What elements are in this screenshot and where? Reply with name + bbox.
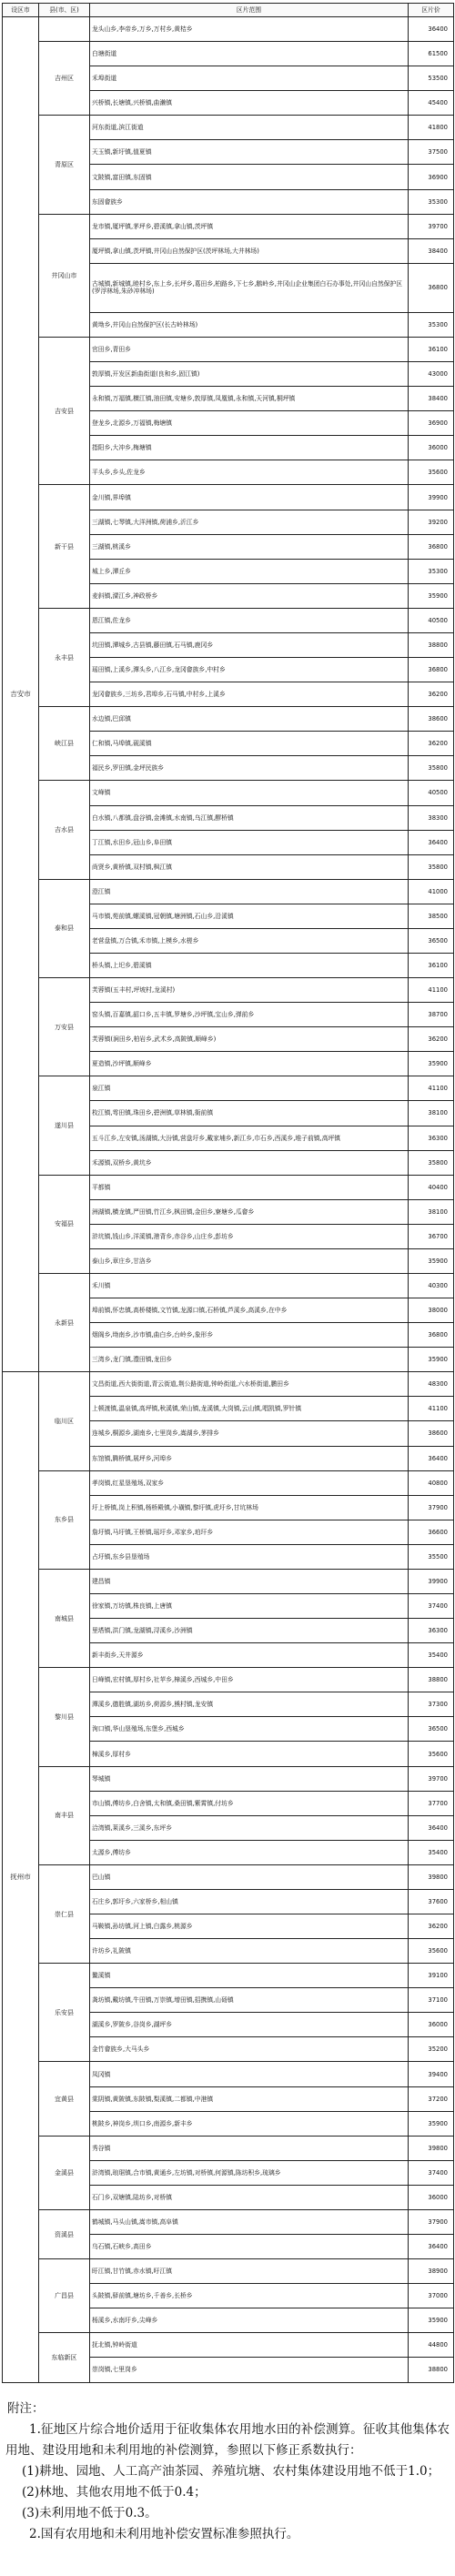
- price-cell: 37900: [409, 1495, 454, 1520]
- price-cell: 36400: [409, 1446, 454, 1470]
- table-row: [3, 1964, 454, 1988]
- county-cell: 金溪县: [39, 2136, 90, 2209]
- range-cell: 芙蓉镇(涧田乡,柏岩乡,武术乡,高陂镇,顺峰乡): [90, 1027, 409, 1052]
- note-item-1c: (3)未利用地不低于0.3。: [22, 2506, 157, 2520]
- county-cell: 吉州区: [39, 42, 90, 116]
- price-cell: 38700: [409, 1003, 454, 1027]
- range-cell: 恩江镇,佐龙乡: [90, 608, 409, 632]
- city-cell: 吉安市: [3, 17, 39, 1372]
- range-cell: 秀谷镇: [90, 2136, 409, 2160]
- range-cell: 芙蓉镇(五丰村,坪坡村,龙溪村): [90, 978, 409, 1003]
- range-cell: 鳌溪镇: [90, 1964, 409, 1988]
- price-cell: 36400: [409, 17, 454, 42]
- price-cell: 35800: [409, 1150, 454, 1175]
- price-cell: 38800: [409, 632, 454, 657]
- price-cell: 35900: [409, 1052, 454, 1076]
- table-row: [3, 1372, 454, 1397]
- price-cell: 39400: [409, 2062, 454, 2086]
- price-cell: 36200: [409, 1027, 454, 1052]
- price-cell: 38100: [409, 1199, 454, 1224]
- range-cell: 市山镇,傅坊乡,白舍镇,太和镇,桑田镇,紫霄镇,付坊乡: [90, 1791, 409, 1815]
- county-cell: 黎川县: [39, 1668, 90, 1766]
- range-cell: 窑头镇,百嘉镇,韶口乡,五丰镇,罗塘乡,沙坪镇,宝山乡,弹前乡: [90, 1003, 409, 1027]
- county-cell: [39, 17, 90, 42]
- table-row: [3, 1076, 454, 1101]
- range-cell: 瑶田镇,上溪乡,潭头乡,八江乡,龙冈畲族乡,中村乡: [90, 658, 409, 682]
- price-cell: 36500: [409, 928, 454, 953]
- range-cell: 金川镇,界埠镇: [90, 485, 409, 510]
- range-cell: 巴山镇: [90, 1864, 409, 1889]
- county-cell: 资溪县: [39, 2209, 90, 2258]
- range-cell: 杨溪乡,水南圩乡,尖峰乡: [90, 2308, 409, 2333]
- range-cell: 桥头镇,上圯乡,碧溪镇: [90, 953, 409, 977]
- range-cell: 烟阁乡,坳南乡,沙市镇,曲白乡,台岭乡,象形乡: [90, 1323, 409, 1348]
- price-cell: 35900: [409, 1248, 454, 1273]
- range-cell: 石门乡,双塘镇,陆坊乡,对桥镇: [90, 2185, 409, 2209]
- price-cell: 41100: [409, 1076, 454, 1101]
- range-cell: 龙头山乡,李帝乡,万乡,万村乡,黄桔乡: [90, 17, 409, 42]
- price-cell: 36900: [409, 411, 454, 436]
- range-cell: 五斗江乡,左安镇,汤湖镇,大汾镇,营盘圩乡,戴家埔乡,新江乡,巾石乡,西溪乡,堆子前镇,高坪镇: [90, 1126, 409, 1150]
- range-cell: 文昌街道,西大街街道,青云街道,荆公路街道,钟岭街道,六水桥街道,鹏田乡: [90, 1372, 409, 1397]
- county-cell: 吉安县: [39, 338, 90, 485]
- price-cell: 38300: [409, 805, 454, 830]
- table-row: [3, 485, 454, 510]
- price-cell: 35800: [409, 854, 454, 879]
- table-row: [3, 2209, 454, 2234]
- range-cell: 尚贤乡,黄桥镇,双村镇,枫江镇: [90, 854, 409, 879]
- price-cell: 41800: [409, 116, 454, 140]
- price-cell: 35900: [409, 1348, 454, 1372]
- range-cell: 抚北镇,钟岭街道: [90, 2333, 409, 2358]
- price-cell: 35600: [409, 1742, 454, 1766]
- range-cell: 盱江镇,甘竹镇,赤水镇,旴江镇: [90, 2259, 409, 2284]
- range-cell: 里塔镇,洪门镇,龙湖镇,浔溪乡,沙洲镇: [90, 1619, 409, 1643]
- price-cell: 36200: [409, 1914, 454, 1939]
- county-cell: 南丰县: [39, 1766, 90, 1864]
- price-cell: 39800: [409, 1864, 454, 1889]
- table-row: [3, 1273, 454, 1298]
- range-cell: 鹤城镇,马头山镇,嵩市镇,高阜镇: [90, 2209, 409, 2234]
- range-cell: 东固畲族乡: [90, 189, 409, 214]
- price-cell: 41100: [409, 1397, 454, 1421]
- price-cell: 37000: [409, 2284, 454, 2308]
- county-cell: 临川区: [39, 1372, 90, 1470]
- range-cell: 文陂镇,富田镇,东固镇: [90, 165, 409, 189]
- price-cell: 36200: [409, 732, 454, 756]
- price-cell: 36900: [409, 165, 454, 189]
- notes-title: 附注：: [7, 2401, 45, 2416]
- range-cell: 浒坑镇,钱山乡,洋溪镇,港背乡,赤谷乡,山庄乡,彭坊乡: [90, 1224, 409, 1248]
- range-cell: 敦厚镇,开发区新曲街道(良和乡,固江镇): [90, 362, 409, 387]
- range-cell: 马鞍镇,孙坊镇,河上镇,白露乡,桃源乡: [90, 1914, 409, 1939]
- range-cell: 东馆镇,腾桥镇,展坪乡,河埠乡: [90, 1446, 409, 1470]
- range-cell: 仁和镇,马埠镇,砚溪镇: [90, 732, 409, 756]
- range-cell: 新丰街乡,天井源乡: [90, 1643, 409, 1668]
- price-cell: 44800: [409, 2333, 454, 2358]
- price-cell: 36300: [409, 1619, 454, 1643]
- range-cell: 洽湾镇,莱溪乡,三溪乡,东坪乡: [90, 1815, 409, 1840]
- county-cell: 永新县: [39, 1273, 90, 1371]
- price-cell: 37400: [409, 1594, 454, 1619]
- range-cell: 河东街道,滨江街道: [90, 116, 409, 140]
- range-cell: 湖溪乡,罗陂乡,谷岗乡,湖坪乡: [90, 2013, 409, 2037]
- county-cell: 万安县: [39, 978, 90, 1076]
- range-cell: 头陂镇,驿前镇,塘坊乡,千善乡,长桥乡: [90, 2284, 409, 2308]
- county-cell: 吉水县: [39, 781, 90, 879]
- table-row: [3, 1864, 454, 1889]
- price-cell: 35800: [409, 756, 454, 781]
- price-cell: 36200: [409, 682, 454, 707]
- range-cell: 天玉镇,新圩镇,值夏镇: [90, 140, 409, 165]
- range-cell: 登龙乡,北源乡,万福镇,梅塘镇: [90, 411, 409, 436]
- range-cell: 埠前镇,怀忠镇,高桥楼镇,文竹镇,龙源口镇,石桥镇,芦溪乡,高溪乡,在中乡: [90, 1298, 409, 1323]
- range-cell: 龙市镇,厦坪镇,茅坪乡,碧溪镇,拿山镇,茨坪镇: [90, 214, 409, 238]
- price-cell: 41000: [409, 879, 454, 904]
- range-cell: 白水镇,八都镇,盘谷镇,金滩镇,水南镇,乌江镇,醪桥镇: [90, 805, 409, 830]
- price-cell: 36800: [409, 263, 454, 312]
- range-cell: 三湖镇,桃溪乡: [90, 534, 409, 559]
- price-cell: 36700: [409, 1224, 454, 1248]
- table-row: [3, 116, 454, 140]
- note-item-1a: (1)耕地、园地、人工高产油茶园、养殖坑塘、农村集体建设用地不低于1.0；: [22, 2464, 440, 2479]
- price-cell: 38000: [409, 1298, 454, 1323]
- table-row: [3, 879, 454, 904]
- price-cell: 37100: [409, 1988, 454, 2013]
- range-cell: 桃陂乡,神岗乡,圳口乡,南源乡,新丰乡: [90, 2111, 409, 2136]
- land-price-table: [2, 3, 454, 2383]
- price-cell: 35400: [409, 1840, 454, 1864]
- table-row: [3, 1569, 454, 1593]
- table-row: [3, 2136, 454, 2160]
- table-row: [3, 1668, 454, 1692]
- range-cell: 洲湖镇,横龙镇,严田镇,竹江乡,枫田镇,金田乡,寮塘乡,瓜畲乡: [90, 1199, 409, 1224]
- range-cell: 兴桥镇,长塘镇,兴桥镇,曲濑镇: [90, 91, 409, 116]
- price-cell: 36100: [409, 338, 454, 362]
- range-cell: 三湾乡,龙门镇,澧田镇,龙田乡: [90, 1348, 409, 1372]
- price-cell: 38600: [409, 707, 454, 732]
- range-cell: 指阳乡,大冲乡,梅塘镇: [90, 436, 409, 460]
- price-cell: 36400: [409, 2235, 454, 2259]
- county-cell: 安福县: [39, 1175, 90, 1273]
- range-cell: 石庄乡,郭圩乡,六家桥乡,相山镇: [90, 1889, 409, 1914]
- price-cell: 41100: [409, 978, 454, 1003]
- price-cell: 36800: [409, 534, 454, 559]
- header-range: 区片范围: [90, 4, 409, 17]
- price-cell: 45400: [409, 91, 454, 116]
- range-cell: 潭溪乡,德胜镇,湖坊乡,荷源乡,熊村镇,龙安镇: [90, 1692, 409, 1717]
- price-cell: 36400: [409, 1815, 454, 1840]
- price-cell: 39700: [409, 214, 454, 238]
- county-cell: 南城县: [39, 1569, 90, 1667]
- price-cell: 39900: [409, 1569, 454, 1593]
- range-cell: 崇岗镇,七里岗乡: [90, 2358, 409, 2382]
- county-cell: 乐安县: [39, 1964, 90, 2062]
- county-cell: 井冈山市: [39, 214, 90, 337]
- range-cell: 凤冈镇: [90, 2062, 409, 2086]
- price-cell: 36400: [409, 830, 454, 854]
- price-cell: 36300: [409, 1126, 454, 1150]
- range-cell: 龙冈畲族乡,三坊乡,君埠乡,石马镇,中村乡,上溪乡: [90, 682, 409, 707]
- range-cell: 城上乡,潭丘乡: [90, 559, 409, 583]
- range-cell: 丁江镇,水田乡,冠山乡,阜田镇: [90, 830, 409, 854]
- range-cell: 老营盘镇,万合镇,禾市镇,上模乡,水槎乡: [90, 928, 409, 953]
- price-cell: 39200: [409, 510, 454, 534]
- price-cell: 39100: [409, 1964, 454, 1988]
- range-cell: 麦斜镇,溧江乡,神政桥乡: [90, 583, 409, 608]
- price-cell: 39700: [409, 1766, 454, 1791]
- table-row: [3, 214, 454, 238]
- price-cell: 38400: [409, 387, 454, 411]
- range-cell: 福民乡,罗田镇,金坪民族乡: [90, 756, 409, 781]
- county-cell: 遂川县: [39, 1076, 90, 1175]
- range-cell: 枚江镇,雩田镇,珠田乡,碧洲镇,草林镇,衙前镇: [90, 1101, 409, 1126]
- price-cell: 37200: [409, 2086, 454, 2111]
- note-item-1b: (2)林地、其他农用地不低于0.4；: [22, 2485, 207, 2500]
- price-cell: 40500: [409, 608, 454, 632]
- table-row: [3, 707, 454, 732]
- range-cell: 徐家镇,万坊镇,株良镇,上唐镇: [90, 1594, 409, 1619]
- county-cell: 东临新区: [39, 2333, 90, 2382]
- price-cell: 40300: [409, 1273, 454, 1298]
- table-row: [3, 1175, 454, 1199]
- price-cell: 37600: [409, 1889, 454, 1914]
- price-cell: 36100: [409, 953, 454, 977]
- county-cell: 峡江县: [39, 707, 90, 781]
- price-cell: 38900: [409, 2259, 454, 2284]
- note-item-1: 1.征地区片综合地价适用于征收集体农用地水田的补偿测算。征收其他集体农用地、建设用地和未利用地的补偿测算，参照以下修正系数执行：: [5, 2422, 450, 2458]
- price-cell: 36600: [409, 1520, 454, 1544]
- table-row: [3, 17, 454, 42]
- range-cell: 詹圩镇,马圩镇,王桥镇,瑶圩乡,邓家乡,珀玕乡: [90, 1520, 409, 1544]
- range-cell: 泰山乡,章庄乡,甘洛乡: [90, 1248, 409, 1273]
- table-header-row: [3, 4, 454, 17]
- price-cell: 48300: [409, 1372, 454, 1397]
- price-cell: 35600: [409, 460, 454, 485]
- range-cell: 三湖镇,七琴镇,大洋洲镇,荷浦乡,沂江乡: [90, 510, 409, 534]
- range-cell: 平都镇: [90, 1175, 409, 1199]
- range-cell: 龚坊镇,戴坊镇,牛田镇,万崇镇,增田镇,招携镇,山砀镇: [90, 1988, 409, 2013]
- price-cell: 36000: [409, 2185, 454, 2209]
- table-row: [3, 338, 454, 362]
- price-cell: 36800: [409, 1323, 454, 1348]
- price-cell: 39800: [409, 2136, 454, 2160]
- range-cell: 洵口镇,华山垦殖场,东堡乡,西城乡: [90, 1717, 409, 1742]
- range-cell: 禾埠街道: [90, 66, 409, 91]
- table-row: [3, 1470, 454, 1495]
- range-cell: 金竹畲族乡,大马头乡: [90, 2037, 409, 2062]
- notes-section: [5, 2399, 450, 2545]
- county-cell: 广昌县: [39, 2259, 90, 2333]
- range-cell: 白塘街道: [90, 42, 409, 66]
- price-cell: 35600: [409, 1939, 454, 1964]
- county-cell: 崇仁县: [39, 1864, 90, 1963]
- price-cell: 35900: [409, 583, 454, 608]
- table-row: [3, 42, 454, 66]
- price-cell: 40800: [409, 1470, 454, 1495]
- range-cell: 占圩镇,东乡县垦殖场: [90, 1544, 409, 1569]
- range-cell: 上顿渡镇,温泉镇,高坪镇,秋溪镇,荣山镇,龙溪镇,大岗镇,云山镇,唱凯镇,罗针镇: [90, 1397, 409, 1421]
- price-cell: 37300: [409, 1692, 454, 1717]
- price-cell: 43000: [409, 362, 454, 387]
- price-cell: 38600: [409, 1421, 454, 1446]
- range-cell: 乌石镇,石峡乡,高田乡: [90, 2235, 409, 2259]
- range-cell: 许坊乡,礼陂镇: [90, 1939, 409, 1964]
- price-cell: 39900: [409, 485, 454, 510]
- range-cell: 棠阴镇,黄陂镇,东陂镇,梨溪镇,二都镇,中港镇: [90, 2086, 409, 2111]
- price-cell: 38800: [409, 2358, 454, 2382]
- table-row: [3, 781, 454, 805]
- range-cell: 禾源镇,双桥乡,黄坑乡: [90, 1150, 409, 1175]
- county-cell: 青原区: [39, 116, 90, 214]
- price-cell: 37900: [409, 2209, 454, 2234]
- price-cell: 35300: [409, 559, 454, 583]
- range-cell: 太源乡,傅坊乡: [90, 1840, 409, 1864]
- range-cell: 孝岗镇,红星垦殖场,双家乡: [90, 1470, 409, 1495]
- range-cell: 圩上桥镇,岗上积镇,杨桥殿镇,小璜镇,黎圩镇,虎圩乡,甘坑林场: [90, 1495, 409, 1520]
- price-cell: 37500: [409, 140, 454, 165]
- range-cell: 古城镇,新城镇,睦村乡,东上乡,长坪乡,葛田乡,柏路乡,下七乡,鹅岭乡,井冈山企业集团白石办事处,井冈山自然保护区(罗浮林场,朱砂冲林场): [90, 263, 409, 312]
- range-cell: 浒湾镇,琅琚镇,合市镇,黄通乡,左坊镇,对桥镇,何源镇,陈坊积乡,琉璃乡: [90, 2160, 409, 2185]
- price-cell: 35900: [409, 2308, 454, 2333]
- price-cell: 38500: [409, 904, 454, 928]
- range-cell: 禾川镇: [90, 1273, 409, 1298]
- range-cell: 泉江镇: [90, 1076, 409, 1101]
- table-body: [3, 17, 454, 2383]
- price-cell: 40500: [409, 781, 454, 805]
- price-cell: 35500: [409, 1544, 454, 1569]
- price-cell: 53500: [409, 66, 454, 91]
- range-cell: 连城乡,桐源乡,湖南乡,七里岗乡,嵩湖乡,茅排乡: [90, 1421, 409, 1446]
- range-cell: 水边镇,巴邱镇: [90, 707, 409, 732]
- price-cell: 35300: [409, 312, 454, 337]
- price-cell: 35400: [409, 1643, 454, 1668]
- county-cell: 泰和县: [39, 879, 90, 977]
- header-city: 设区市: [3, 4, 39, 17]
- range-cell: 厦坪镇,拿山镇,茨坪镇,井冈山自然保护区(茨坪林场,大井林场): [90, 238, 409, 263]
- price-cell: 38800: [409, 1668, 454, 1692]
- range-cell: 永和镇,万福镇,横江镇,油田镇,安塘乡,敦厚镇,凤凰镇,永和镇,天河镇,桐坪镇: [90, 387, 409, 411]
- range-cell: 樟溪乡,厚村乡: [90, 1742, 409, 1766]
- price-cell: 36000: [409, 2013, 454, 2037]
- price-cell: 37400: [409, 2160, 454, 2185]
- header-county: 县(市、区): [39, 4, 90, 17]
- range-cell: 马市镇,苑前镇,螺溪镇,冠朝镇,塘洲镇,石山乡,沿溪镇: [90, 904, 409, 928]
- county-cell: 永丰县: [39, 608, 90, 706]
- price-cell: 35900: [409, 2111, 454, 2136]
- range-cell: 澄江镇: [90, 879, 409, 904]
- price-cell: 36500: [409, 1717, 454, 1742]
- range-cell: 夏造镇,沙坪镇,顺峰乡: [90, 1052, 409, 1076]
- price-cell: 35300: [409, 189, 454, 214]
- price-cell: 40400: [409, 1175, 454, 1199]
- table-row: [3, 978, 454, 1003]
- range-cell: 文峰镇: [90, 781, 409, 805]
- price-cell: 36800: [409, 658, 454, 682]
- range-cell: 官田乡,青田乡: [90, 338, 409, 362]
- price-cell: 35200: [409, 2037, 454, 2062]
- range-cell: 黄坳乡,井冈山自然保护区(长古岭林场): [90, 312, 409, 337]
- county-cell: 东乡县: [39, 1470, 90, 1569]
- range-cell: 日峰镇,宏村镇,厚村乡,社苹乡,樟溪乡,西城乡,中田乡: [90, 1668, 409, 1692]
- city-cell: 抚州市: [3, 1372, 39, 2382]
- price-cell: 36000: [409, 436, 454, 460]
- table-row: [3, 2259, 454, 2284]
- price-cell: 37700: [409, 1791, 454, 1815]
- price-cell: 38400: [409, 238, 454, 263]
- county-cell: 宜黄县: [39, 2062, 90, 2136]
- county-cell: 新干县: [39, 485, 90, 608]
- range-cell: 建昌镇: [90, 1569, 409, 1593]
- range-cell: 平头乡,乡头,佐龙乡: [90, 460, 409, 485]
- header-price: 区片价: [409, 4, 454, 17]
- range-cell: 坑田镇,潭城乡,古县镇,藤田镇,石马镇,鹿冈乡: [90, 632, 409, 657]
- note-item-2: 2.国有农用地和未利用地补偿安置标准参照执行。: [29, 2527, 299, 2541]
- table-row: [3, 608, 454, 632]
- price-cell: 38100: [409, 1101, 454, 1126]
- table-row: [3, 2062, 454, 2086]
- range-cell: 琴城镇: [90, 1766, 409, 1791]
- price-cell: 61500: [409, 42, 454, 66]
- table-row: [3, 2333, 454, 2358]
- table-row: [3, 1766, 454, 1791]
